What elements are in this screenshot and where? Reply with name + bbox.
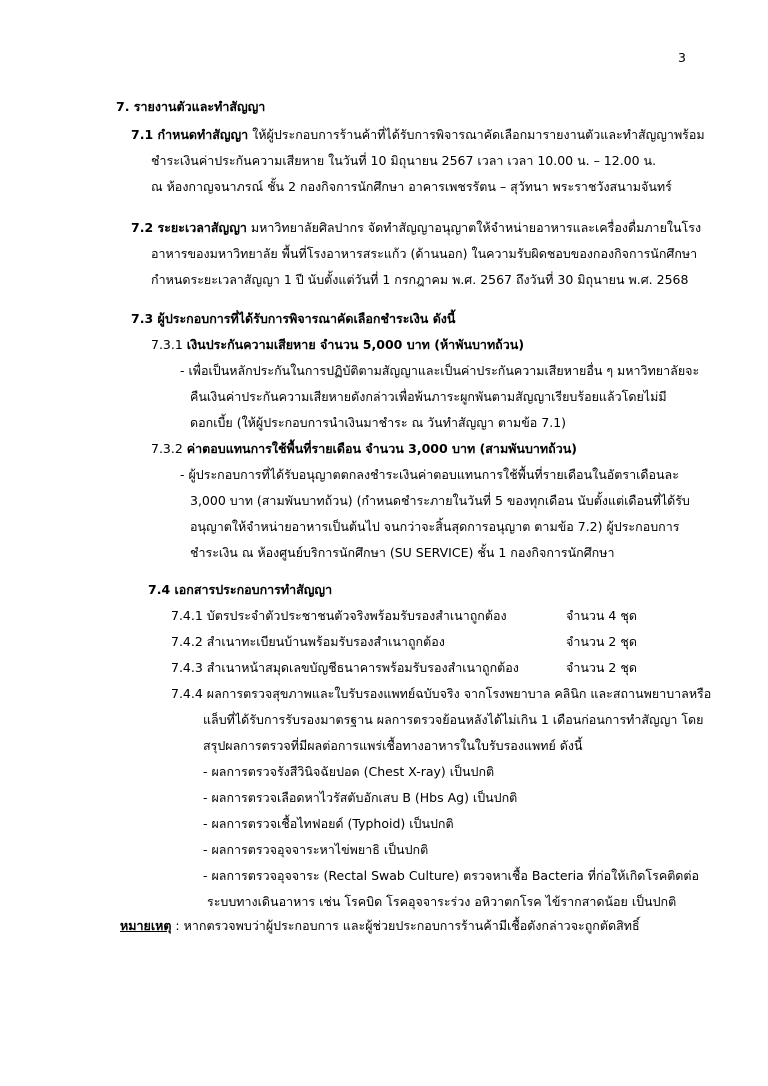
item-7-3-2-line-3: อนุญาตให้จำหน่ายอาหารเป็นต้นไป จนกว่าจะสิ้นสุดการอนุญาต ตามข้อ 7.2) ผู้ประกอบการ xyxy=(190,519,680,534)
para-7-1-label: 7.1 กำหนดทำสัญญา xyxy=(131,127,249,142)
item-7-3-2-title: ค่าตอบแทนการใช้พื้นที่รายเดือน จำนวน 3,000 บาท (สามพันบาทถ้วน) xyxy=(186,441,578,456)
doc-item-3: 7.4.3 สำเนาหน้าสมุดเลขบัญชีธนาคารพร้อมรับรองสำเนาถูกต้อง xyxy=(171,660,519,675)
doc-item-4-line-1: 7.4.4 ผลการตรวจสุขภาพและใบรับรองแพทย์ฉบับจริง จากโรงพยาบาล คลินิก และสถานพยาบาลหรือ xyxy=(171,686,712,701)
note-text: : หากตรวจพบว่าผู้ประกอบการ และผู้ช่วยประกอบการร้านค้ามีเชื้อดังกล่าวจะถูกตัดสิทธิ์ xyxy=(171,918,640,933)
para-7-2-label: 7.2 ระยะเวลาสัญญา xyxy=(131,220,247,235)
doc-item-2-qty: จำนวน 2 ชุด xyxy=(566,634,637,649)
item-7-3-2-num: 7.3.2 xyxy=(151,441,183,456)
item-7-3-1-line-3: ดอกเบี้ย (ให้ผู้ประกอบการนำเงินมาชำระ ณ วันทำสัญญา ตามข้อ 7.1) xyxy=(190,415,567,430)
doc-item-1-qty: จำนวน 4 ชุด xyxy=(566,608,637,623)
health-check-5-line-2: ระบบทางเดินอาหาร เช่น โรคบิด โรคอุจจาระร่วง อหิวาตกโรค ไข้รากสาดน้อย เป็นปกติ xyxy=(207,894,677,909)
note-label: หมายเหตุ xyxy=(120,918,172,933)
para-7-2-line-1 xyxy=(131,219,701,237)
item-7-3-2-line-4: ชำระเงิน ณ ห้องศูนย์บริการนักศึกษา (SU SERVICE) ชั้น 1 กองกิจการนักศึกษา xyxy=(190,545,615,560)
para-7-2-line-3: กำหนดระยะเวลาสัญญา 1 ปี นับตั้งแต่วันที่ 1 กรกฎาคม พ.ศ. 2567 ถึงวันที่ 30 มิถุนายน พ.ศ. 2568 xyxy=(151,272,689,287)
doc-item-4-line-3: สรุปผลการตรวจที่มีผลต่อการแพร่เชื้อทางอาหารในใบรับรองแพทย์ ดังนี้ xyxy=(203,738,583,753)
doc-item-4-line-2: แล็บที่ได้รับการรับรองมาตรฐาน ผลการตรวจย้อนหลังได้ไม่เกิน 1 เดือนก่อนการทำสัญญา โดย xyxy=(203,712,704,727)
item-7-3-1-line-1: - เพื่อเป็นหลักประกันในการปฏิบัติตามสัญญาและเป็นค่าประกันความเสียหายอื่น ๆ มหาวิทยาลัยจะ xyxy=(180,363,700,378)
item-7-3-2-line-1: - ผู้ประกอบการที่ได้รับอนุญาตตกลงชำระเงินค่าตอบแทนการใช้พื้นที่รายเดือนในอัตราเดือนละ xyxy=(180,467,679,482)
item-7-3-1-line-2: คืนเงินค่าประกันความเสียหายดังกล่าวเพื่อพ้นภาระผูกพันตามสัญญาเรียบร้อยแล้วโดยไม่มี xyxy=(190,389,667,404)
item-7-3-1-heading xyxy=(151,336,524,354)
note-line xyxy=(120,917,640,935)
item-7-3-2-heading xyxy=(151,440,577,458)
section-7-3-heading: 7.3 ผู้ประกอบการที่ได้รับการพิจารณาคัดเลือกชำระเงิน ดังนี้ xyxy=(131,311,456,326)
para-7-1-line-2: ชำระเงินค่าประกันความเสียหาย ในวันที่ 10 มิถุนายน 2567 เวลา เวลา 10.00 น. – 12.00 น. xyxy=(151,153,657,168)
item-7-3-1-title: เงินประกันความเสียหาย จำนวน 5,000 บาท (ห้าพันบาทถ้วน) xyxy=(186,337,525,352)
para-7-1-text-1: ให้ผู้ประกอบการร้านค้าที่ได้รับการพิจารณาคัดเลือกมารายงานตัวและทำสัญญาพร้อม xyxy=(252,127,705,142)
para-7-1-line-3: ณ ห้องกาญจนาภรณ์ ชั้น 2 กองกิจการนักศึกษา อาคารเพชรรัตน – สุวัทนา พระราชวังสนามจันทร์ xyxy=(151,179,672,194)
para-7-1-line-1 xyxy=(131,126,705,144)
item-7-3-1-num: 7.3.1 xyxy=(151,337,183,352)
doc-item-3-qty: จำนวน 2 ชุด xyxy=(566,660,637,675)
health-check-2: - ผลการตรวจเลือดหาไวรัสตับอักเสบ B (Hbs Ag) เป็นปกติ xyxy=(203,790,518,805)
para-7-2-line-2: อาหารของมหาวิทยาลัย พื้นที่โรงอาหารสระแก้ว (ด้านนอก) ในความรับผิดชอบของกองกิจการนักศึกษา xyxy=(151,246,698,261)
health-check-3: - ผลการตรวจเชื้อไทฟอยด์ (Typhoid) เป็นปกติ xyxy=(203,816,454,831)
health-check-4: - ผลการตรวจอุจจาระหาไข่พยาธิ เป็นปกติ xyxy=(203,842,429,857)
section-7-heading: 7. รายงานตัวและทำสัญญา xyxy=(116,99,266,114)
item-7-3-2-line-2: 3,000 บาท (สามพันบาทถ้วน) (กำหนดชำระภายในวันที่ 5 ของทุกเดือน นับตั้งแต่เดือนที่ได้รับ xyxy=(190,493,690,508)
section-7-4-heading: 7.4 เอกสารประกอบการทำสัญญา xyxy=(148,582,333,597)
page-number: 3 xyxy=(678,50,686,65)
doc-item-1: 7.4.1 บัตรประจำตัวประชาชนตัวจริงพร้อมรับรองสำเนาถูกต้อง xyxy=(171,608,507,623)
doc-item-2: 7.4.2 สำเนาทะเบียนบ้านพร้อมรับรองสำเนาถูกต้อง xyxy=(171,634,445,649)
health-check-1: - ผลการตรวจรังสีวินิจฉัยปอด (Chest X-ray) เป็นปกติ xyxy=(203,764,495,779)
para-7-2-text-1: มหาวิทยาลัยศิลปากร จัดทำสัญญาอนุญาตให้จำหน่ายอาหารและเครื่องดื่มภายในโรง xyxy=(250,220,702,235)
health-check-5-line-1: - ผลการตรวจอุจจาระ (Rectal Swab Culture) ตรวจหาเชื้อ Bacteria ที่ก่อให้เกิดโรคติดต่อ xyxy=(203,868,700,883)
